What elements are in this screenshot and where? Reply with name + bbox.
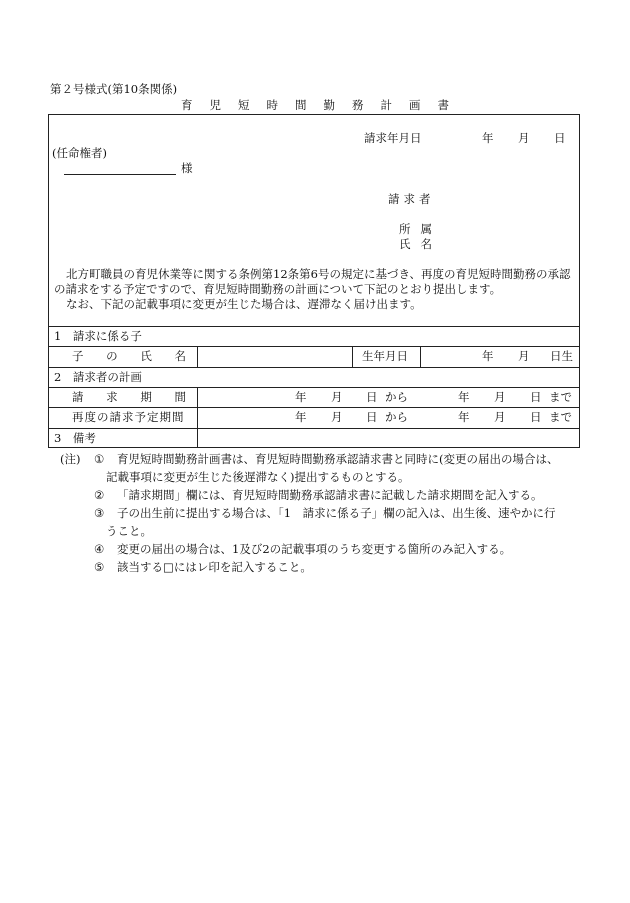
affiliation-label: 所属 bbox=[399, 222, 442, 236]
divider-section-3 bbox=[48, 428, 580, 429]
re-period-start-year: 年 bbox=[295, 410, 307, 424]
birth-year-unit: 年 bbox=[482, 349, 494, 363]
birth-date-label: 生年月日 bbox=[362, 349, 408, 363]
re-period-end-month: 月 bbox=[494, 410, 506, 424]
note-1-line-2: 記載事項に変更が生じた後遅滞なく)提出するものとする。 bbox=[106, 470, 410, 484]
notes-prefix: (注) bbox=[60, 452, 81, 466]
re-period-made: まで bbox=[549, 410, 572, 424]
birth-month-unit: 月 bbox=[518, 349, 530, 363]
sama-label: 様 bbox=[181, 161, 193, 175]
section-2-title: 2 請求者の計画 bbox=[54, 370, 142, 384]
period-end-year: 年 bbox=[458, 390, 470, 404]
col-divider-plan bbox=[197, 387, 198, 448]
period-made: まで bbox=[549, 390, 572, 404]
note-1-mark: ① bbox=[94, 452, 105, 466]
divider-child-row bbox=[48, 346, 580, 347]
period-start-year: 年 bbox=[295, 390, 307, 404]
col-divider-birth-right bbox=[420, 346, 421, 367]
col-divider-birth-left bbox=[352, 346, 353, 367]
period-start-day: 日 bbox=[366, 390, 378, 404]
note-5-line-1: 該当する□にはレ印を記入すること。 bbox=[117, 560, 312, 574]
body-line-2: の請求をする予定ですので、育児短時間勤務の計画について下記のとおり提出します。 bbox=[54, 282, 502, 296]
birth-day-unit: 日生 bbox=[550, 349, 573, 363]
page-title: 育児短時間勤務計画書 bbox=[181, 98, 466, 112]
note-3-line-1: 子の出生前に提出する場合は、「1 請求に係る子」欄の記入は、出生後、速やかに行 bbox=[117, 506, 556, 520]
body-line-1: 北方町職員の育児休業等に関する条例第12条第6号の規定に基づき、再度の育児短時間勤務の承認 bbox=[66, 267, 571, 281]
re-period-start-day: 日 bbox=[366, 410, 378, 424]
request-month-unit: 月 bbox=[518, 131, 530, 145]
period-end-day: 日 bbox=[530, 390, 542, 404]
request-date-label: 請求年月日 bbox=[364, 131, 422, 145]
re-period-end-year: 年 bbox=[458, 410, 470, 424]
body-line-3: なお、下記の記載事項に変更が生じた場合は、遅滞なく届け出ます。 bbox=[66, 297, 422, 311]
section-1-title: 1 請求に係る子 bbox=[54, 329, 142, 343]
note-3-line-2: うこと。 bbox=[106, 524, 152, 538]
section-3-title: 3 備考 bbox=[54, 431, 96, 445]
divider-re-request-row bbox=[48, 407, 580, 408]
divider-request-row bbox=[48, 387, 580, 388]
name-label: 氏名 bbox=[399, 237, 442, 251]
appointer-name-line bbox=[64, 174, 176, 175]
form-number: 第２号様式(第10条関係) bbox=[50, 82, 178, 96]
note-2-line-1: 「請求期間」欄には、育児短時間勤務承認請求書に記載した請求期間を記入する。 bbox=[117, 488, 543, 502]
note-2-mark: ② bbox=[94, 488, 105, 502]
re-period-end-day: 日 bbox=[530, 410, 542, 424]
requester-label: 請求者 bbox=[388, 192, 435, 206]
period-kara: から bbox=[385, 390, 408, 404]
divider-section-1 bbox=[48, 326, 580, 327]
re-period-start-month: 月 bbox=[331, 410, 343, 424]
note-3-mark: ③ bbox=[94, 506, 105, 520]
request-year-unit: 年 bbox=[482, 131, 494, 145]
note-4-mark: ④ bbox=[94, 542, 105, 556]
request-period-label: 請 求 期 間 bbox=[72, 390, 186, 404]
divider-section-2 bbox=[48, 367, 580, 368]
col-divider-child bbox=[197, 346, 198, 367]
request-day-unit: 日 bbox=[554, 131, 566, 145]
appointer-label: (任命権者) bbox=[52, 146, 107, 160]
re-period-kara: から bbox=[385, 410, 408, 424]
period-end-month: 月 bbox=[494, 390, 506, 404]
re-request-label: 再度の請求予定期間 bbox=[72, 410, 185, 424]
child-name-label: 子 の 氏 名 bbox=[72, 349, 186, 363]
note-1-line-1: 育児短時間勤務計画書は、育児短時間勤務承認請求書と同時に(変更の届出の場合は、 bbox=[117, 452, 559, 466]
note-5-mark: ⑤ bbox=[94, 560, 105, 574]
note-4-line-1: 変更の届出の場合は、1及び2の記載事項のうち変更する箇所のみ記入する。 bbox=[117, 542, 512, 556]
period-start-month: 月 bbox=[331, 390, 343, 404]
